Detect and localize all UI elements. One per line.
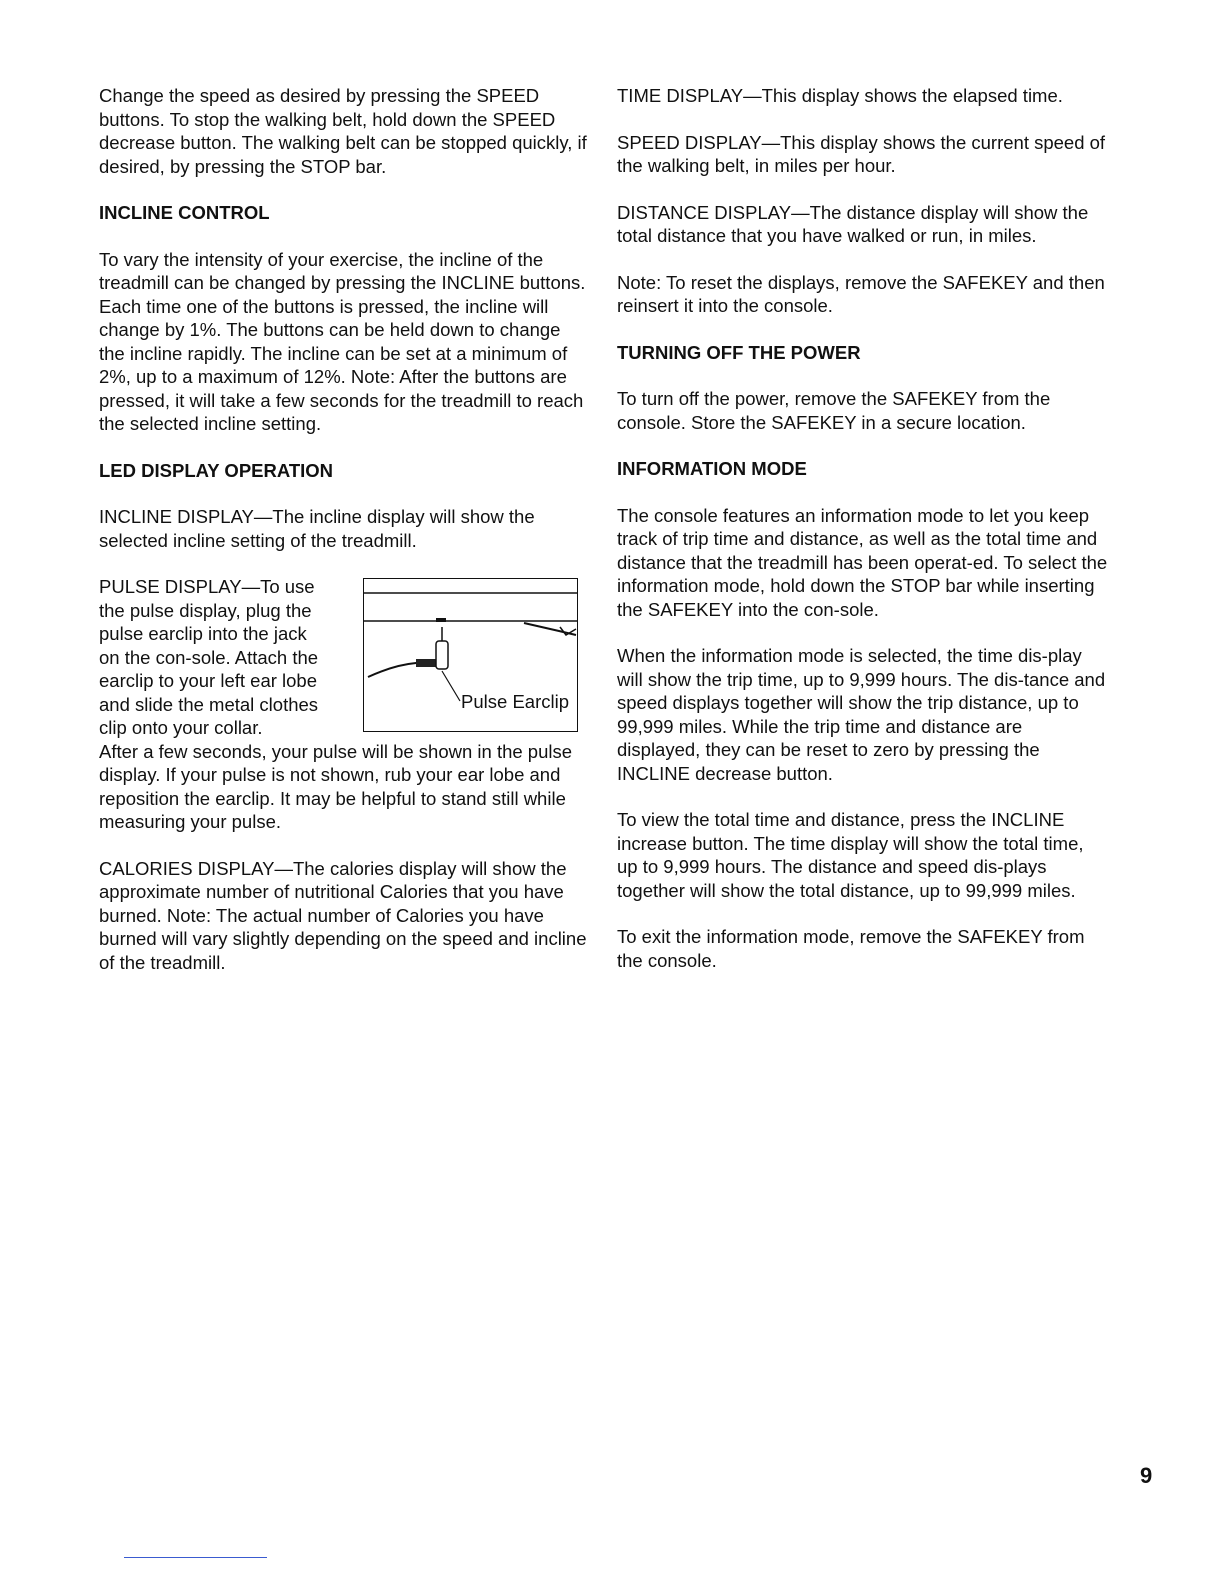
bottom-rule [124, 1557, 267, 1558]
info-paragraph-3: To view the total time and distance, press the INCLINE increase button. The time display will show the total time, up to 9,999 hours. The distance and speed dis-plays together will show the total distance, up to 99,999 miles. [617, 809, 1084, 901]
power-paragraph: To turn off the power, remove the SAFEKEY from the console. Store the SAFEKEY in a secure location. [617, 388, 1051, 433]
incline-display-paragraph: INCLINE DISPLAY—The incline display will show the selected incline setting of the treadmill. [99, 506, 535, 551]
pulse-followup-paragraph: After a few seconds, your pulse will be shown in the pulse display. If your pulse is not shown, rub your ear lobe and reposition the earclip. It may be helpful to stand still while measuring your pulse. [99, 740, 573, 832]
info-paragraph-4: To exit the information mode, remove the SAFEKEY from the console. [617, 926, 1085, 971]
info-paragraph-1: The console features an information mode to let you keep track of trip time and distance, as well as the total time and distance that the treadmill has been operat-ed. To select the information mode, hold down the STOP bar while inserting the SAFEKEY into the con-sole. [617, 504, 1108, 620]
time-display-paragraph: TIME DISPLAY—This display shows the elapsed time. [617, 85, 1063, 106]
incline-control-heading: INCLINE CONTROL [99, 202, 270, 223]
page-number: 9 [1140, 1463, 1153, 1488]
left-column [99, 84, 591, 997]
power-heading: TURNING OFF THE POWER [617, 341, 861, 363]
calories-paragraph: CALORIES DISPLAY—The calories display will show the approximate number of nutritional Calories that you have burned. Note: The actual number of Calories you have burned will vary slightly depending on the speed and incline of the treadmill. [99, 857, 587, 973]
led-display-heading: LED DISPLAY OPERATION [99, 459, 334, 481]
figure-caption: Pulse Earclip [461, 690, 569, 712]
speed-paragraph: Change the speed as desired by pressing the SPEED buttons. To stop the walking belt, hold down the SPEED decrease button. The walking belt can be stopped quickly, if desired, by pressing the STOP bar. [99, 85, 587, 177]
distance-display-paragraph: DISTANCE DISPLAY—The distance display will show the total distance that you have walked or run, in miles. [617, 201, 1089, 246]
pulse-earclip-figure [363, 578, 578, 732]
reset-note-paragraph: Note: To reset the displays, remove the SAFEKEY and then reinsert it into the console. [617, 271, 1105, 316]
pulse-display-paragraph: PULSE DISPLAY—To use the pulse display, plug the pulse earclip into the jack on the con-sole. Attach the earclip to your left ear lobe and slide the metal clothes clip onto your collar. [99, 576, 319, 738]
speed-display-paragraph: SPEED DISPLAY—This display shows the current speed of the walking belt, in miles per hour. [617, 131, 1106, 176]
pulse-section [99, 575, 591, 740]
info-paragraph-2: When the information mode is selected, the time dis-play will show the trip time, up to 9,999 hours. The dis-tance and speed displays together will show the trip distance, up to 99,999 miles. While the trip time and distance are displayed, they can be reset to zero by pressing the INCLINE decrease button. [617, 645, 1106, 784]
information-mode-heading: INFORMATION MODE [617, 458, 807, 479]
incline-paragraph: To vary the intensity of your exercise, the incline of the treadmill can be changed by pressing the INCLINE buttons. Each time one of the buttons is pressed, the incline will change by 1%. The buttons can be held down to change the incline rapidly. The incline can be set at a minimum of 2%, up to a maximum of 12%. Note: After the buttons are pressed, it will take a few seconds for the treadmill to reach the selected incline setting. [99, 248, 586, 434]
right-column [617, 84, 1109, 995]
